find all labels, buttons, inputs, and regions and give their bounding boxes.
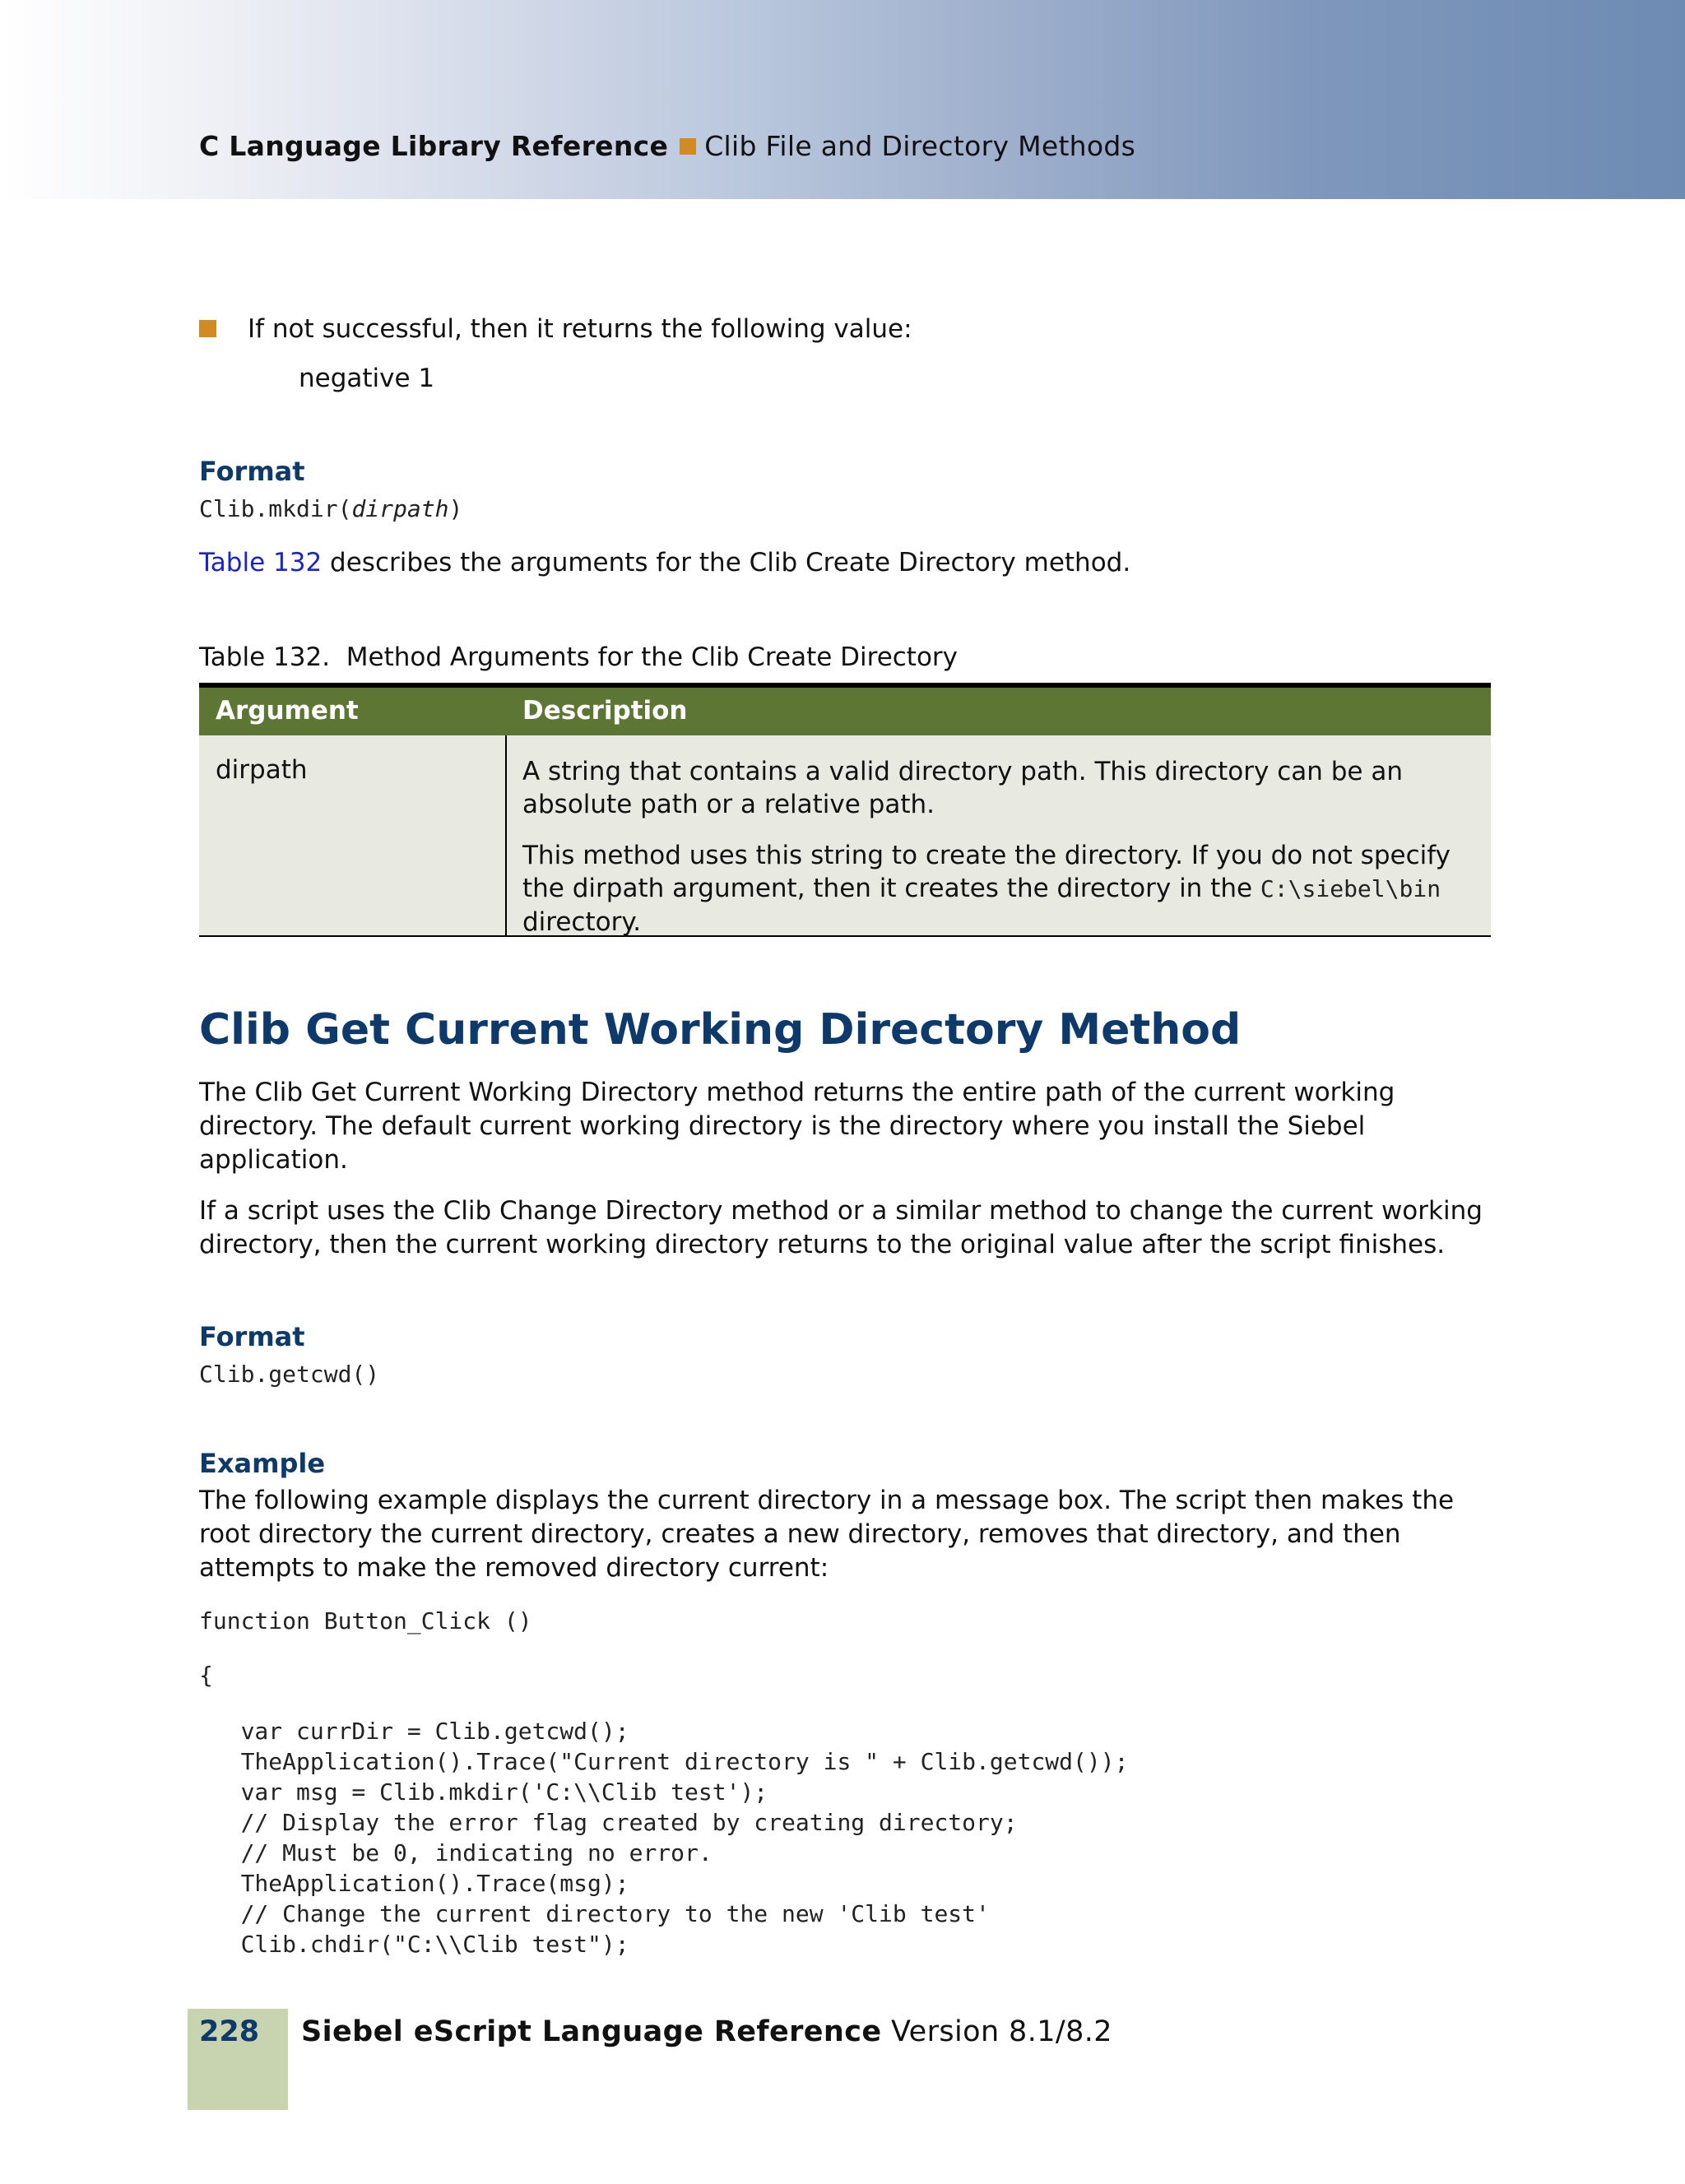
footer-book-title: Siebel eScript Language Reference [301, 2015, 882, 2048]
table-link[interactable]: Table 132 [199, 548, 323, 577]
header-description: Description [522, 696, 688, 726]
table-header-row [199, 688, 1491, 735]
description-paragraph-1: A string that contains a valid directory path. This directory can be an absolute path or a relative path. [522, 757, 1403, 819]
code-function: Clib.mkdir( [199, 495, 352, 522]
table-row [199, 735, 1491, 935]
cell-description [522, 755, 1477, 957]
footer-title [301, 2015, 1112, 2048]
format-heading-2: Format [199, 1321, 305, 1352]
section-paragraph-1: The Clib Get Current Working Directory method returns the entire path of the current working directory. The default current working directory is the directory where you install the Siebel application. [199, 1078, 1395, 1175]
section-title: Clib File and Directory Methods [704, 130, 1136, 162]
book-title: C Language Library Reference [199, 130, 669, 162]
section-heading: Clib Get Current Working Directory Method [199, 1005, 1242, 1055]
header-argument: Argument [216, 696, 359, 726]
description-code: C:\siebel\bin [1260, 875, 1441, 902]
description-text: This method uses this string to create the directory. If you do not specify the dirpath argument, then it creates the directory in the [522, 841, 1451, 903]
table-caption: Table 132. Method Arguments for the Clib Create Directory [199, 642, 959, 672]
format-code [199, 495, 462, 522]
code-line-2: { [199, 1662, 213, 1689]
footer-version: Version 8.1/8.2 [881, 2015, 1112, 2048]
code-argument: dirpath [351, 495, 449, 522]
bullet-value: negative 1 [299, 364, 435, 393]
separator-square-icon [680, 138, 696, 155]
running-header [199, 130, 1135, 162]
cell-argument: dirpath [216, 755, 308, 785]
page-number: 228 [199, 2015, 260, 2048]
description-text-end: directory. [522, 907, 642, 937]
table-reference-text: describes the arguments for the Clib Create Directory method. [322, 548, 1131, 577]
code-close: ) [448, 495, 463, 522]
column-divider [505, 735, 507, 935]
format-heading: Format [199, 456, 305, 487]
code-block: var currDir = Clib.getcwd(); TheApplication().Trace("Current directory is " + Clib.getcwd()); var msg = Clib.mkdir('C:\\Clib test'); // Display the error flag created by creating directory; // Must be 0, indicating no error. TheApplication().Trace(msg); // Change the current directory to the new 'Clib test' Clib.chdir("C:\\Clib test"); [240, 1718, 1129, 1958]
bullet-text: If not successful, then it returns the following value: [248, 314, 912, 344]
table-reference-sentence [199, 546, 1130, 580]
example-heading: Example [199, 1448, 326, 1479]
bullet-square-icon [199, 320, 216, 337]
code-line-1: function Button_Click () [199, 1607, 532, 1635]
section-paragraph-2: If a script uses the Clib Change Directory method or a similar method to change the current working directory, then the current working directory returns to the original value after the script finishes. [199, 1196, 1483, 1259]
example-text: The following example displays the current directory in a message box. The script then makes the root directory the current directory, creates a new directory, removes that directory, and then attempts to make the removed directory current: [199, 1486, 1455, 1583]
header-band [0, 0, 1685, 199]
arguments-table [199, 683, 1491, 937]
format-code-2: Clib.getcwd() [199, 1361, 380, 1388]
description-paragraph-2 [522, 839, 1477, 939]
